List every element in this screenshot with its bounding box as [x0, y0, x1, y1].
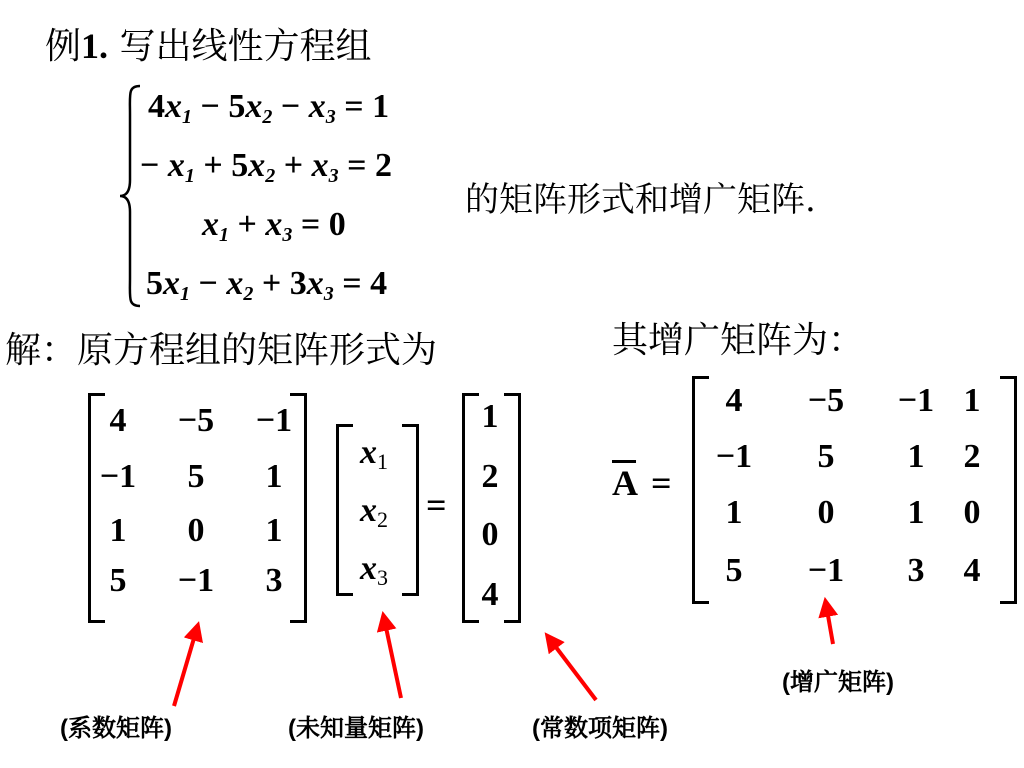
coefficient-cell: 0	[187, 512, 205, 549]
equation-variable: $x_2$	[245, 88, 273, 128]
unknown-caption: (未知量矩阵)	[288, 715, 424, 742]
augmented-arrow-icon	[826, 604, 833, 644]
equation-text: +	[229, 206, 266, 243]
equation-text: = 1	[335, 88, 390, 125]
equation-variable: $x_1$	[202, 206, 229, 246]
augmented-cell: 4	[725, 382, 743, 419]
equation-text: −	[272, 88, 309, 125]
equation-text: + 3	[253, 265, 307, 302]
equation-variable: $x_1$	[167, 147, 195, 187]
coefficient-cell: 1	[265, 512, 283, 549]
augmented-cell: 5	[817, 438, 835, 475]
coefficient-cell: 4	[109, 402, 127, 439]
coefficient-arrow-icon	[174, 628, 197, 706]
coefficient-cell: −1	[255, 402, 293, 439]
coefficient-cell: 3	[265, 562, 283, 599]
equation-variable: $x_3$	[311, 147, 339, 187]
augmented-cell: 2	[963, 438, 981, 475]
coefficient-cell: −1	[177, 562, 215, 599]
augmented-cell: 0	[963, 494, 981, 531]
equation-text: = 4	[333, 265, 388, 302]
equation-variable: $x_3$	[265, 206, 293, 246]
unknown-cell: $x_2$	[360, 492, 388, 532]
equals-sign: =	[426, 485, 447, 525]
coefficient-cell: −5	[177, 402, 215, 439]
coefficient-cell: 1	[109, 512, 127, 549]
equation-text: = 2	[338, 147, 392, 184]
equation-variable: $x_3$	[306, 265, 334, 305]
constant-cell: 2	[481, 458, 499, 495]
coefficient-cell: −1	[99, 458, 137, 495]
equation-text: +	[275, 147, 312, 184]
augmented-cell: −1	[897, 382, 935, 419]
augmented-symbol-letter: $\overline{A}$	[612, 463, 637, 503]
title-number: 1.	[81, 26, 109, 66]
constant-arrow-icon	[549, 638, 596, 700]
unknown-arrow-icon	[384, 618, 401, 698]
augmented-label: 其增广矩阵为：	[612, 320, 865, 361]
unknown-cell: $x_1$	[360, 434, 388, 474]
coefficient-cell: 5	[187, 458, 205, 495]
title-text: 写出线性方程组	[119, 26, 372, 67]
augmented-caption: (增广矩阵)	[782, 669, 894, 696]
constant-cell: 0	[481, 516, 499, 553]
equation-variable: $x_2$	[248, 147, 276, 187]
equation-variable: $x_1$	[165, 88, 192, 128]
equation-text: 5	[146, 265, 163, 302]
augmented-cell: 1	[907, 494, 925, 531]
coefficient-cell: 1	[265, 458, 283, 495]
system-suffix: 的矩阵形式和增广矩阵.	[465, 180, 816, 220]
augmented-cell: 1	[907, 438, 925, 475]
augmented-cell: 1	[963, 382, 981, 419]
solution-label: 解：原方程组的矩阵形式为	[5, 330, 438, 371]
constant-caption: (常数项矩阵)	[532, 715, 668, 742]
augmented-cell: 3	[907, 552, 925, 589]
augmented-cell: −5	[807, 382, 845, 419]
equation-text: 4	[148, 88, 165, 125]
augmented-cell: 1	[725, 494, 743, 531]
equation-text: −	[140, 147, 168, 184]
coefficient-caption: (系数矩阵)	[60, 715, 172, 742]
title-prefix: 例	[45, 26, 82, 67]
unknown-cell: $x_3$	[360, 550, 388, 590]
augmented-cell: 4	[963, 552, 981, 589]
equation-variable: $x_2$	[226, 265, 254, 305]
equation-text: −	[190, 265, 227, 302]
augmented-equals: =	[651, 463, 672, 503]
equation-text: + 5	[194, 147, 249, 184]
equation-text: = 0	[292, 206, 346, 243]
augmented-cell: 0	[817, 494, 835, 531]
equation-variable: $x_3$	[308, 88, 336, 128]
coefficient-cell: 5	[109, 562, 127, 599]
augmented-cell: −1	[715, 438, 753, 475]
constant-cell: 4	[481, 576, 499, 613]
equation-variable: $x_1$	[163, 265, 190, 305]
augmented-cell: −1	[807, 552, 845, 589]
constant-cell: 1	[481, 398, 499, 435]
augmented-cell: 5	[725, 552, 743, 589]
equation-text: − 5	[192, 88, 246, 125]
